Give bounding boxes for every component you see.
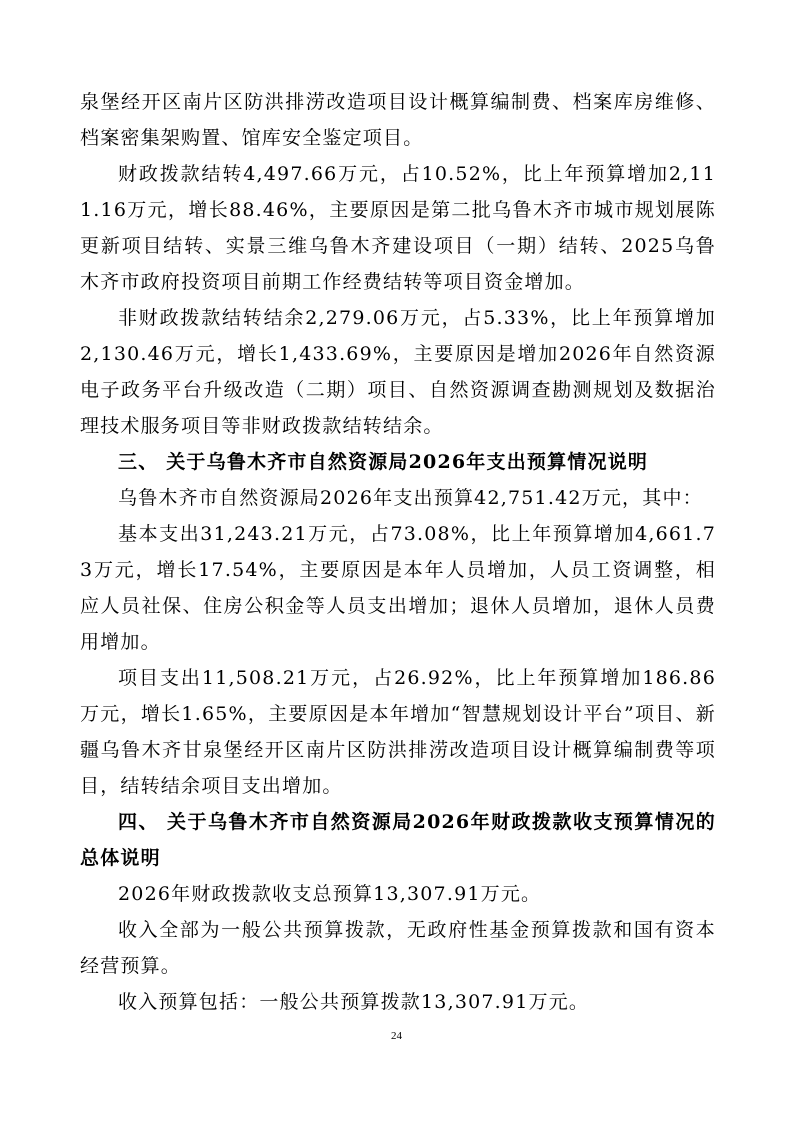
paragraph-expenditure-total: 乌鲁木齐市自然资源局2026年支出预算42,751.42万元，其中： [118, 487, 703, 509]
paragraph-continuation: 泉堡经开区南片区防洪排涝改造项目设计概算编制费、档案库房维修、档案密集架购置、馆库安全鉴定项目。 [80, 91, 716, 149]
paragraph-income-composition: 收入全部为一般公共预算拨款，无政府性基金预算拨款和国有资本经营预算。 [80, 919, 716, 977]
paragraph-fiscal-total: 2026年财政拨款收支总预算13,307.91万元。 [118, 883, 542, 905]
paragraph-fiscal-carryover: 财政拨款结转4,497.66万元，占10.52%，比上年预算增加2,111.16万元，增长88.46%，主要原因是第二批乌鲁木齐市城市规划展陈更新项目结转、实景三维乌鲁木齐建设项目（一期）结转、2025乌鲁木齐市政府投资项目前期工作经费结转等项目资金增加。 [80, 163, 716, 293]
paragraph-basic-expenditure: 基本支出31,243.21万元，占73.08%，比上年预算增加4,661.73万元，增长17.54%，主要原因是本年人员增加，人员工资调整，相应人员社保、住房公积金等人员支出增加；退休人员增加，退休人员费用增加。 [80, 523, 716, 653]
paragraph-project-expenditure: 项目支出11,508.21万元，占26.92%，比上年预算增加186.86万元，增长1.65%，主要原因是本年增加“智慧规划设计平台”项目、新疆乌鲁木齐甘泉堡经开区南片区防洪排涝改造项目设计概算编制费等项目，结转结余项目支出增加。 [80, 667, 716, 797]
page-number: 24 [391, 1030, 402, 1042]
section-heading-4: 四、 关于乌鲁木齐市自然资源局2026年财政拨款收支预算情况的总体说明 [80, 811, 716, 869]
paragraph-income-budget: 收入预算包括：一般公共预算拨款13,307.91万元。 [118, 991, 590, 1013]
paragraph-nonfiscal-carryover: 非财政拨款结转结余2,279.06万元，占5.33%，比上年预算增加2,130.46万元，增长1,433.69%，主要原因是增加2026年自然资源电子政务平台升级改造（二期）项目、自然资源调查勘测规划及数据治理技术服务项目等非财政拨款结转结余。 [80, 307, 716, 437]
section-heading-3: 三、 关于乌鲁木齐市自然资源局2026年支出预算情况说明 [118, 451, 649, 473]
document-body [80, 84, 716, 1020]
